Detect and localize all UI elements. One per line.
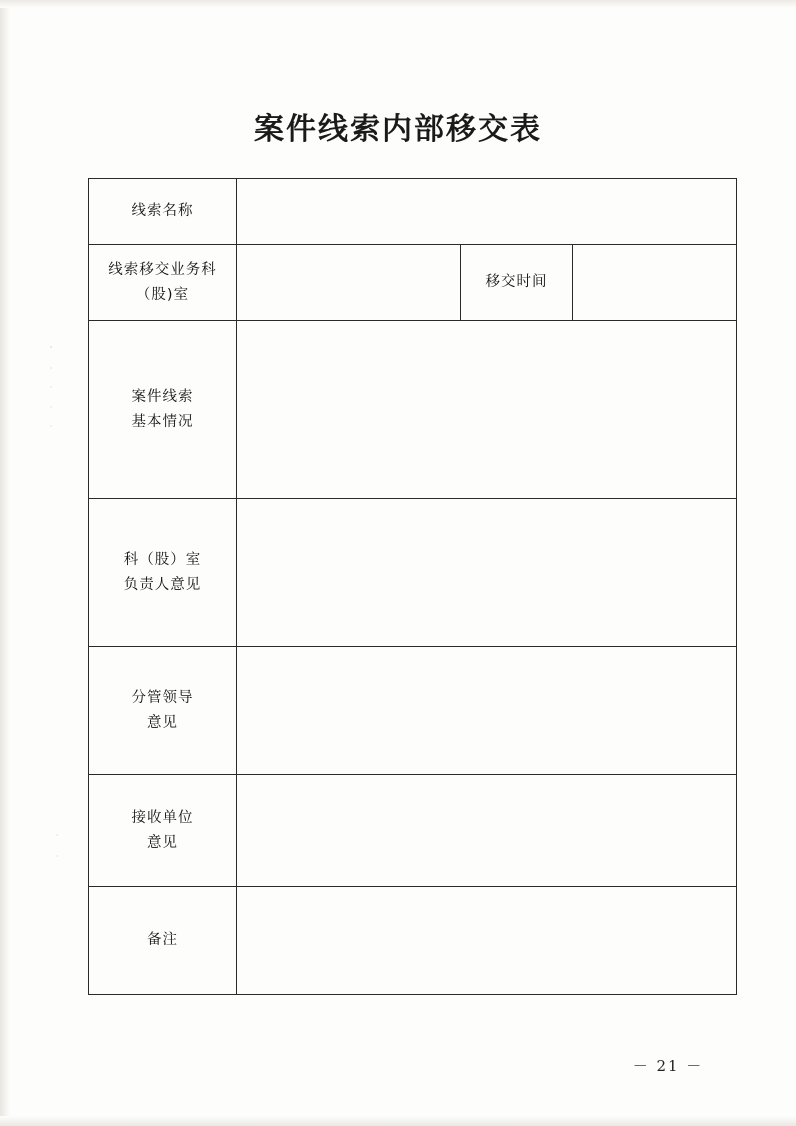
label-transfer-dept-line2: （股)室 — [135, 286, 190, 303]
label-remarks: 备注 — [89, 887, 237, 995]
label-receiver-opinion — [89, 775, 237, 887]
field-transfer-time[interactable] — [573, 245, 737, 321]
page-edge-shadow-bottom — [0, 1116, 796, 1126]
label-transfer-dept-line1: 线索移交业务科 — [108, 261, 217, 278]
label-case-basic-line1: 案件线索 — [131, 388, 194, 405]
table-row-receiver-opinion — [89, 775, 737, 887]
label-dept-head-line1: 科（股）室 — [123, 551, 202, 568]
label-transfer-dept — [89, 245, 237, 321]
label-receiver-line1: 接收单位 — [131, 809, 194, 826]
page-title: 案件线索内部移交表 — [254, 112, 542, 147]
field-dept-head-opinion[interactable] — [237, 499, 737, 647]
field-clue-name[interactable] — [237, 179, 737, 245]
field-transfer-dept[interactable] — [237, 245, 461, 321]
table-row-dept-head-opinion — [89, 499, 737, 647]
page-edge-shadow-top — [0, 0, 796, 8]
field-remarks[interactable] — [237, 887, 737, 995]
margin-annotation-top: ʼ · · · · — [49, 345, 53, 431]
label-case-basic-line2: 基本情况 — [131, 413, 194, 430]
label-transfer-time: 移交时间 — [461, 245, 573, 321]
table-row-clue-name — [89, 179, 737, 245]
table-row-leader-opinion — [89, 647, 737, 775]
table-row-remarks — [89, 887, 737, 995]
label-dept-head-line2: 负责人意见 — [123, 576, 202, 593]
label-leader-opinion — [89, 647, 237, 775]
page-edge-shadow-left — [0, 0, 10, 1126]
case-clue-transfer-form — [88, 178, 737, 995]
field-case-basic[interactable] — [237, 321, 737, 499]
field-leader-opinion[interactable] — [237, 647, 737, 775]
label-case-basic — [89, 321, 237, 499]
label-receiver-line2: 意见 — [147, 834, 178, 851]
margin-annotation-bottom: · · — [55, 831, 59, 861]
field-receiver-opinion[interactable] — [237, 775, 737, 887]
label-clue-name: 线索名称 — [89, 179, 237, 245]
label-leader-line2: 意见 — [147, 714, 178, 731]
label-dept-head-opinion — [89, 499, 237, 647]
page-number-text: － 21 － — [632, 1057, 704, 1075]
table-row-transfer-dept — [89, 245, 737, 321]
label-leader-line1: 分管领导 — [131, 689, 194, 706]
page-number — [0, 1055, 796, 1076]
table-row-case-basic — [89, 321, 737, 499]
